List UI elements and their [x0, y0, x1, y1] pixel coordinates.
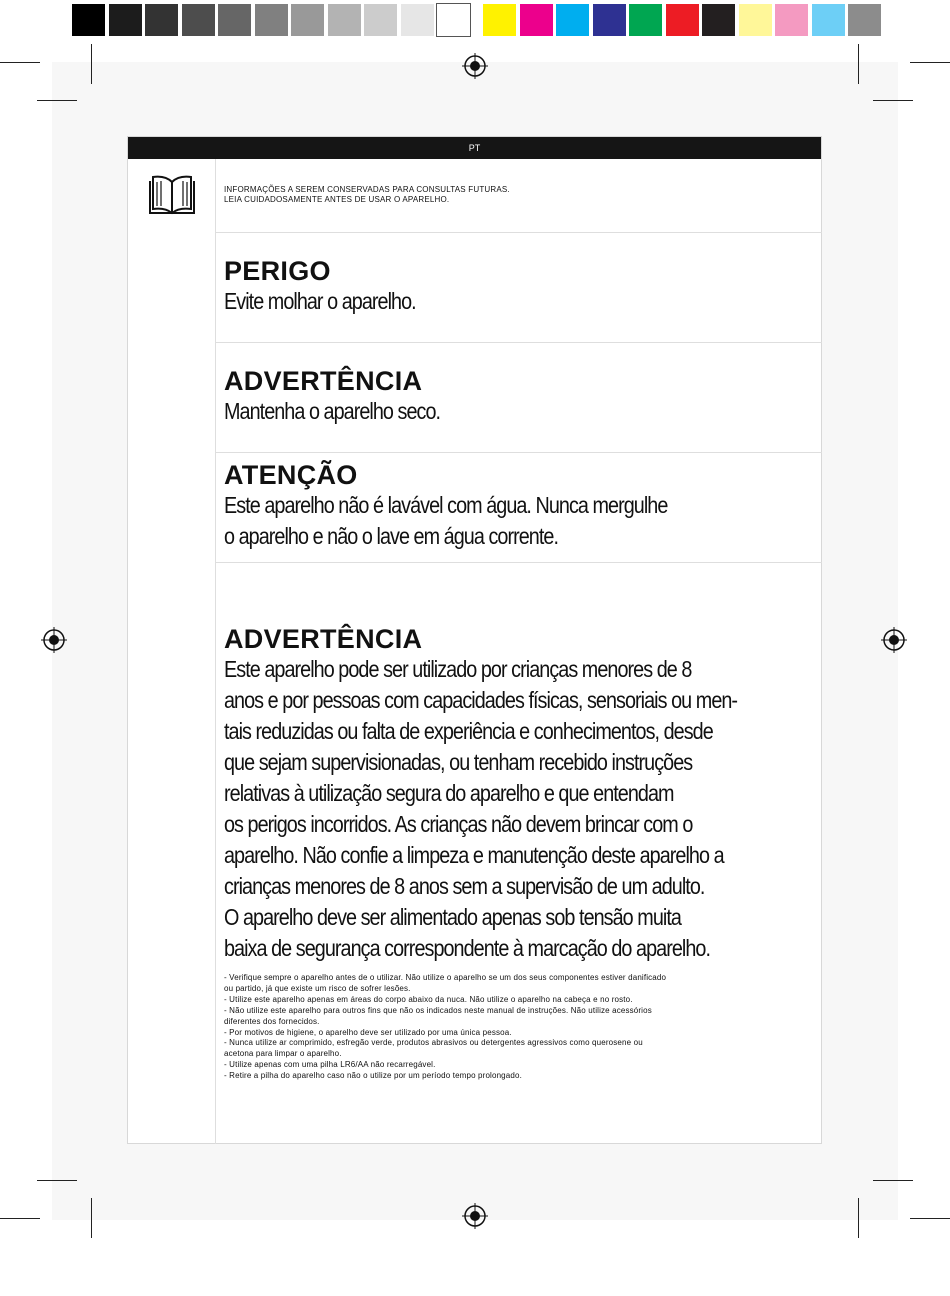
calibration-swatch	[218, 4, 251, 36]
section-heading: PERIGO	[224, 256, 331, 286]
section-text-line: Este aparelho não é lavável com água. Nunca mergulhe	[224, 492, 668, 518]
crop-mark	[91, 44, 92, 84]
section-advertencia-1	[224, 366, 816, 427]
left-column-divider	[215, 159, 216, 1144]
crop-mark	[858, 44, 859, 84]
info-notice	[224, 185, 510, 205]
calibration-swatch	[702, 4, 735, 36]
info-line: INFORMAÇÕES A SEREM CONSERVADAS PARA CONSULTAS FUTURAS.	[224, 185, 510, 194]
section-divider	[216, 562, 822, 563]
crop-mark	[873, 1180, 913, 1181]
registration-mark-icon	[462, 1203, 488, 1229]
calibration-swatch	[739, 4, 772, 36]
section-text: Evite molhar o aparelho.	[224, 288, 416, 314]
list-item: ou partido, já que existe um risco de sofrer lesões.	[224, 983, 411, 993]
list-item: - Por motivos de higiene, o aparelho deve ser utilizado por uma única pessoa.	[224, 1027, 512, 1037]
calibration-swatch	[364, 4, 397, 36]
calibration-swatch	[556, 4, 589, 36]
list-item: - Retire a pilha do aparelho caso não o utilize por um período tempo prolongado.	[224, 1071, 522, 1081]
section-heading: ATENÇÃO	[224, 460, 358, 490]
calibration-swatch	[291, 4, 324, 36]
list-item: - Não utilize este aparelho para outros fins que não os indicados neste manual de instruções. Não utilize acessórios	[224, 1005, 652, 1015]
document-sheet	[127, 136, 822, 1144]
registration-mark-icon	[881, 627, 907, 653]
calibration-swatch	[255, 4, 288, 36]
registration-mark-icon	[41, 627, 67, 653]
section-text-line: os perigos incorridos. As crianças não devem brincar com o	[224, 811, 693, 837]
list-item: - Utilize este aparelho apenas em áreas do corpo abaixo da nuca. Não utilize o aparelho na cabeça e no rosto.	[224, 994, 633, 1004]
section-text-line: o aparelho e não o lave em água corrente.	[224, 523, 559, 549]
crop-mark	[910, 1218, 950, 1219]
section-text: Mantenha o aparelho seco.	[224, 398, 441, 424]
calibration-swatch	[483, 4, 516, 36]
section-divider	[216, 342, 822, 343]
section-heading: ADVERTÊNCIA	[224, 366, 423, 396]
section-text-line: aparelho. Não confie a limpeza e manutenção deste aparelho a	[224, 842, 724, 868]
calibration-swatch	[593, 4, 626, 36]
section-atencao	[224, 460, 816, 552]
crop-mark	[873, 100, 913, 101]
crop-mark	[37, 100, 77, 101]
section-text-line: que sejam supervisionadas, ou tenham recebido instruções	[224, 749, 693, 775]
calibration-swatch	[812, 4, 845, 36]
calibration-swatch	[520, 4, 553, 36]
section-text-line: Este aparelho pode ser utilizado por crianças menores de 8	[224, 656, 692, 682]
list-item: - Verifique sempre o aparelho antes de o utilizar. Não utilize o aparelho se um dos seus componentes estiver danificado	[224, 973, 667, 982]
calibration-swatch	[848, 4, 881, 36]
calibration-swatch	[629, 4, 662, 36]
calibration-swatch	[775, 4, 808, 36]
read-manual-book-icon	[147, 173, 197, 217]
list-item: - Utilize apenas com uma pilha LR6/AA não recarregável.	[224, 1060, 436, 1070]
section-text-line: baixa de segurança correspondente à marcação do aparelho.	[224, 935, 710, 961]
calibration-swatch	[437, 4, 470, 36]
list-item: - Nunca utilize ar comprimido, esfregão verde, produtos abrasivos ou detergentes agressivos como querosene ou	[224, 1038, 643, 1048]
crop-mark	[37, 1180, 77, 1181]
calibration-swatch	[145, 4, 178, 36]
calibration-swatch	[182, 4, 215, 36]
list-item: diferentes dos fornecidos.	[224, 1016, 320, 1026]
registration-mark-icon	[462, 53, 488, 79]
crop-mark	[91, 1198, 92, 1238]
section-text-line: anos e por pessoas com capacidades físicas, sensoriais ou men-	[224, 687, 738, 713]
section-text-line: O aparelho deve ser alimentado apenas sob tensão muita	[224, 904, 681, 930]
crop-mark	[0, 1218, 40, 1219]
calibration-swatch	[109, 4, 142, 36]
crop-mark	[858, 1198, 859, 1238]
language-tag: PT	[128, 137, 821, 159]
section-text-line: relativas à utilização segura do aparelho e que entendam	[224, 780, 674, 806]
section-advertencia-2	[224, 624, 816, 964]
section-divider	[216, 452, 822, 453]
calibration-swatch	[72, 4, 105, 36]
list-item: acetona para limpar o aparelho.	[224, 1049, 342, 1059]
section-text-line: crianças menores de 8 anos sem a supervisão de um adulto.	[224, 873, 705, 899]
calibration-swatch	[666, 4, 699, 36]
info-line: LEIA CUIDADOSAMENTE ANTES DE USAR O APARELHO.	[224, 195, 450, 204]
calibration-swatch	[401, 4, 434, 36]
crop-mark	[0, 62, 40, 63]
crop-mark	[910, 62, 950, 63]
section-perigo	[224, 256, 816, 317]
section-divider	[216, 232, 822, 233]
section-text-line: tais reduzidas ou falta de experiência e conhecimentos, desde	[224, 718, 713, 744]
calibration-swatch	[328, 4, 361, 36]
section-heading: ADVERTÊNCIA	[224, 624, 423, 654]
instructions-list	[224, 973, 794, 1082]
